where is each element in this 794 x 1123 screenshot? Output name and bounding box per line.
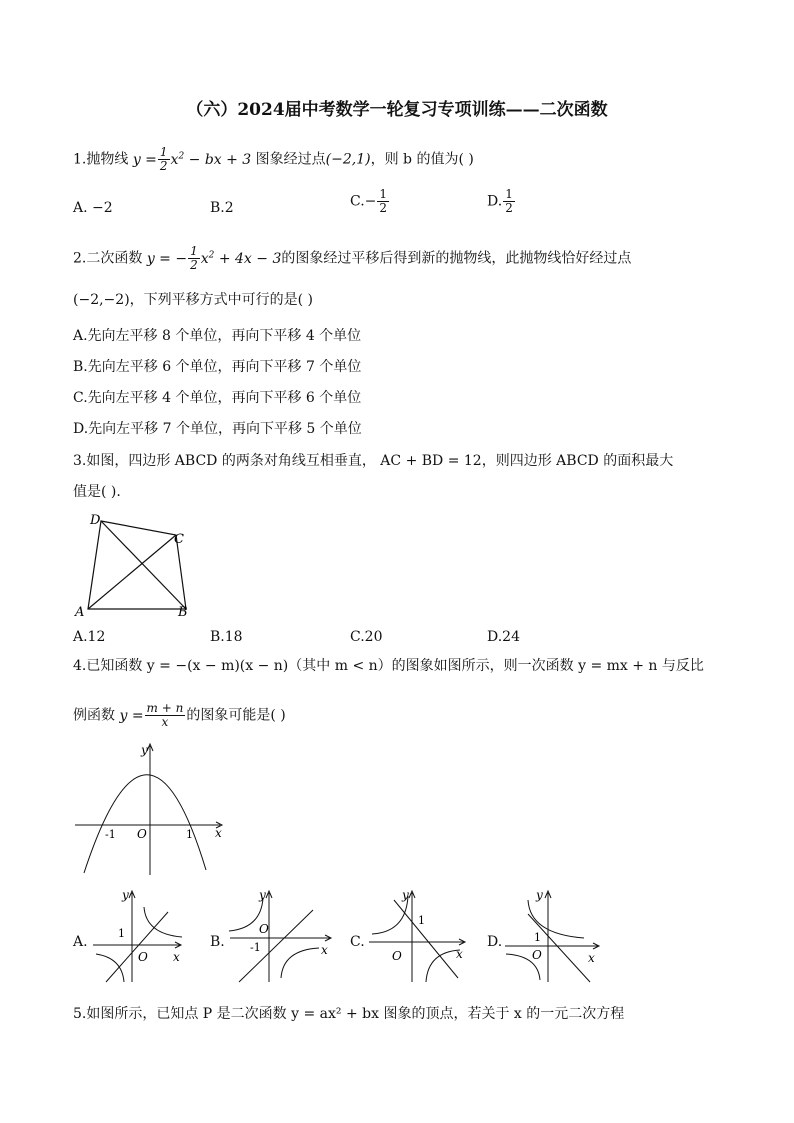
- q4-frac-num: m + n: [146, 701, 184, 715]
- q3-option-c[interactable]: C.20: [350, 629, 383, 645]
- q4-pos1-label: 1: [186, 828, 193, 841]
- q2-option-b[interactable]: B.先向左平移 6 个单位，再向下平移 7 个单位: [73, 359, 362, 375]
- q4-line1: 4.已知函数 y = −(x − m)(x − n)（其中 m < n）的图象如图所示，则一次函数 y = mx + n 与反比: [73, 658, 704, 674]
- q4-frac-den: x: [161, 715, 169, 729]
- q4-option-a-graph[interactable]: [88, 886, 188, 986]
- q1-formula: y = $\frac{1}{2}$ $x^2$ − bx + 3: [132, 145, 252, 174]
- q1-option-d[interactable]: [487, 188, 516, 215]
- q1-number: 1.: [73, 151, 87, 168]
- q4c-line: [394, 900, 458, 978]
- q4b-hyperbola-upper: [229, 898, 263, 931]
- q4a-line: [106, 912, 168, 982]
- q1-option-d-den: 2: [505, 201, 513, 215]
- q4b-hyperbola-lower: [281, 948, 319, 978]
- q4-line2-suffix: 的图象可能是( ): [186, 707, 286, 724]
- svg-text:O: O: [532, 948, 542, 962]
- q4-option-a-letter[interactable]: A.: [73, 934, 88, 950]
- q3-line2: 值是( ).: [73, 484, 121, 500]
- svg-text:O: O: [392, 949, 402, 963]
- q4b-mark: -1: [250, 941, 261, 954]
- q4-neg1-label: -1: [105, 828, 116, 841]
- q4-y-label: y: [141, 743, 148, 757]
- q4-option-d-graph[interactable]: [500, 886, 610, 986]
- q3-label-d: D: [90, 513, 101, 528]
- svg-text:y: y: [536, 888, 543, 902]
- q3-label-b: B: [178, 605, 188, 620]
- q4d-mark: 1: [534, 931, 541, 944]
- svg-text:x: x: [456, 947, 463, 961]
- q2-number: 2.: [73, 250, 87, 267]
- q3-option-d[interactable]: D.24: [487, 629, 520, 645]
- q1-option-b[interactable]: B.2: [210, 200, 234, 216]
- question-1: [73, 146, 474, 173]
- q4-origin-label: O: [137, 827, 147, 841]
- q4-option-b-graph[interactable]: [225, 886, 335, 986]
- svg-text:O: O: [259, 922, 269, 936]
- q2-option-d[interactable]: D.先向左平移 7 个单位，再向下平移 5 个单位: [73, 421, 362, 437]
- svg-text:y: y: [122, 888, 129, 902]
- q3-label-a: A: [75, 605, 85, 620]
- q3-option-a[interactable]: A.12: [73, 629, 106, 645]
- q2-prefix: 二次函数: [86, 250, 143, 267]
- q1-suffix: 图象经过点: [255, 151, 326, 168]
- q1-option-c-num: 1: [379, 187, 388, 201]
- q1-option-d-num: 1: [505, 187, 513, 201]
- q3-line1: 3.如图，四边形 ABCD 的两条对角线互相垂直， AC + BD = 12，则四边形 ABCD 的面积最大: [73, 453, 674, 469]
- q1-ask: ，则 b 的值为( ): [370, 151, 474, 168]
- q4-parabola-curve: [84, 775, 206, 873]
- q5-line1: 5.如图所示，已知点 P 是二次函数 y = ax² + bx 图象的顶点，若关于 x 的一元二次方程: [73, 1006, 625, 1022]
- q3-option-b[interactable]: B.18: [210, 629, 243, 645]
- page-title: （六）2024届中考数学一轮复习专项训练——二次函数: [186, 100, 608, 120]
- q4-line2: [73, 702, 286, 729]
- svg-text:x: x: [588, 951, 595, 965]
- q2-line2: (−2,−2)，下列平移方式中可行的是( ): [73, 292, 314, 308]
- svg-text:x: x: [173, 950, 180, 964]
- q4-formula: y = $\frac{m + n}{x}$: [119, 701, 184, 729]
- q4-option-b-letter[interactable]: B.: [210, 934, 225, 950]
- q4c-hyperbola-lower: [426, 950, 460, 982]
- q4-option-c-graph[interactable]: [364, 886, 474, 986]
- svg-text:O: O: [138, 950, 148, 964]
- q4-line2-prefix: 例函数: [73, 707, 115, 724]
- q2-option-c[interactable]: C.先向左平移 4 个单位，再向下平移 6 个单位: [73, 390, 362, 406]
- q2-suffix: 的图象经过平移后得到新的抛物线，此抛物线恰好经过点: [281, 250, 632, 267]
- q4-option-c-letter[interactable]: C.: [350, 934, 365, 950]
- q4-x-label: x: [215, 826, 222, 840]
- q4-option-d-letter[interactable]: D.: [487, 934, 503, 950]
- q4c-mark: 1: [418, 914, 425, 927]
- q2-option-a[interactable]: A.先向左平移 8 个单位，再向下平移 4 个单位: [73, 328, 362, 344]
- svg-text:x: x: [321, 943, 328, 957]
- q1-option-c-letter: C.: [350, 193, 365, 210]
- q3-quadrilateral: [88, 521, 186, 609]
- q4a-mark: 1: [118, 927, 125, 940]
- q3-quadrilateral-figure: [70, 508, 200, 620]
- question-2: [73, 245, 631, 272]
- q1-option-c-den: 2: [379, 201, 388, 215]
- q1-prefix: 抛物线: [86, 151, 129, 168]
- svg-text:y: y: [402, 888, 409, 902]
- q3-diagonal-ac: [88, 535, 176, 609]
- q1-option-d-letter: D.: [487, 193, 503, 210]
- q1-option-c-sign: −: [364, 193, 377, 210]
- q1-option-c[interactable]: [350, 188, 390, 215]
- svg-text:y: y: [259, 888, 266, 902]
- q2-formula: y = − $\frac{1}{2}$ $x^2 + 4x - 3$: [146, 244, 282, 273]
- q3-label-c: C: [174, 532, 184, 547]
- q1-option-a[interactable]: A. −2: [73, 200, 113, 216]
- q1-point: (−2,1): [325, 151, 371, 168]
- q4-parabola-graph: [70, 740, 230, 880]
